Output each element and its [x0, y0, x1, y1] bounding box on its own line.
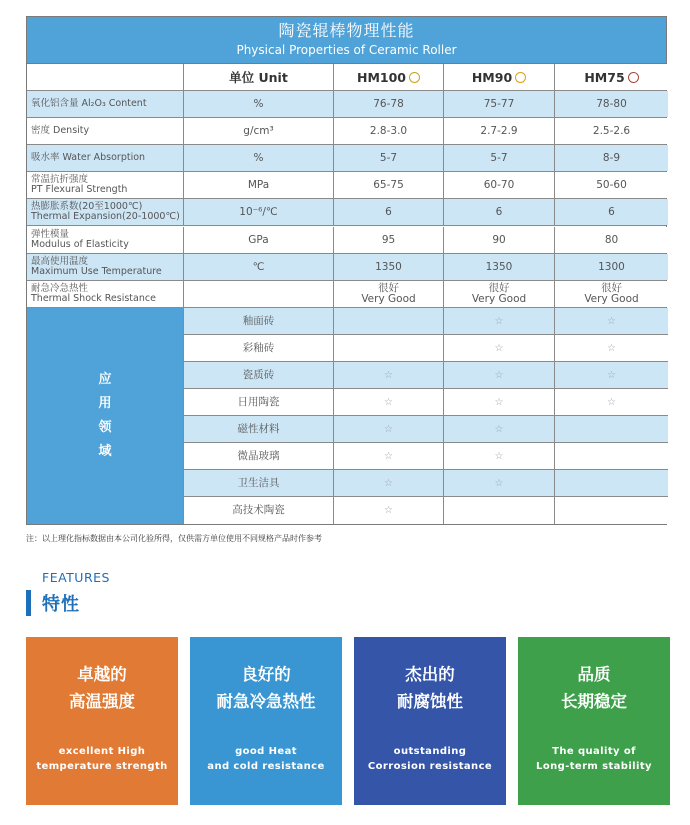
- feature-subtitle-line: excellent High: [58, 746, 146, 757]
- header-hm75-label: HM75: [584, 69, 625, 85]
- feature-subtitle-line: The quality of: [552, 746, 636, 757]
- property-unit: %: [184, 145, 334, 171]
- property-name-en: Modulus of Elasticity: [31, 239, 129, 250]
- properties-table: [26, 16, 667, 525]
- star-icon: ☆: [607, 342, 616, 354]
- feature-card-subtitle: [354, 744, 506, 774]
- property-value: 6: [555, 199, 668, 225]
- application-row: [184, 308, 668, 335]
- application-row: [184, 362, 668, 389]
- feature-card: [354, 637, 506, 805]
- property-row: [27, 227, 666, 254]
- property-value: 很好 Very Good: [555, 281, 668, 307]
- property-value: 5-7: [334, 145, 444, 171]
- application-hm75-cell: [555, 443, 668, 469]
- application-hm75-cell: [555, 416, 668, 442]
- feature-subtitle-line: good Heat: [235, 746, 297, 757]
- feature-card-subtitle: [518, 744, 670, 774]
- star-icon: ☆: [384, 450, 393, 462]
- property-row: [27, 145, 666, 172]
- property-unit: g/cm³: [184, 118, 334, 144]
- feature-card-title: [354, 661, 506, 715]
- table-note: 注：以上理化指标数据由本公司化验所得，仅供需方单位使用不同规格产品时作参考: [26, 534, 322, 543]
- property-value: 很好 Very Good: [334, 281, 444, 307]
- table-title-en: Physical Properties of Ceramic Roller: [236, 43, 457, 57]
- table-title-zh: 陶瓷辊棒物理性能: [278, 21, 415, 40]
- header-hm100-label: HM100: [357, 69, 406, 85]
- application-hm100-cell: [334, 497, 444, 524]
- star-icon: ☆: [494, 423, 504, 435]
- property-value: 60-70: [444, 172, 555, 198]
- application-name: 卫生洁具: [184, 470, 334, 496]
- application-hm100-cell: [334, 416, 444, 442]
- property-value: 很好 Very Good: [444, 281, 555, 307]
- application-char: 用: [98, 396, 112, 411]
- application-hm75-cell: [555, 389, 668, 415]
- application-row: [184, 335, 668, 362]
- property-name: [27, 281, 184, 307]
- property-name-zh: 密度 Density: [31, 125, 90, 136]
- star-icon: ☆: [494, 450, 504, 462]
- property-value: 65-75: [334, 172, 444, 198]
- star-icon: ☆: [494, 315, 504, 327]
- application-name: 磁性材料: [184, 416, 334, 442]
- property-value: 90: [444, 227, 555, 253]
- application-char: 领: [98, 420, 112, 435]
- feature-card-subtitle: [190, 744, 342, 774]
- property-unit: 10⁻⁶/℃: [184, 199, 334, 225]
- feature-subtitle-line: Long-term stability: [536, 761, 652, 772]
- features-accent-bar: [26, 590, 31, 616]
- application-label: [27, 308, 184, 524]
- star-icon: ☆: [384, 369, 393, 381]
- property-name: [27, 199, 184, 225]
- application-char: 应: [98, 372, 112, 387]
- property-value: 6: [444, 199, 555, 225]
- property-unit: GPa: [184, 227, 334, 253]
- application-name: 彩釉砖: [184, 335, 334, 361]
- application-row: [184, 497, 668, 524]
- property-name-zh: 常温抗折强度: [31, 174, 89, 185]
- property-value: 80: [555, 227, 668, 253]
- property-value: 2.7-2.9: [444, 118, 555, 144]
- property-unit: [184, 281, 334, 307]
- property-value: 5-7: [444, 145, 555, 171]
- application-hm100-cell: [334, 308, 444, 334]
- application-hm90-cell: [444, 389, 555, 415]
- property-unit: ℃: [184, 254, 334, 280]
- header-blank: [27, 64, 184, 90]
- feature-card-title: [518, 661, 670, 715]
- property-value: 78-80: [555, 91, 668, 117]
- star-icon: ☆: [607, 315, 616, 327]
- application-hm75-cell: [555, 308, 668, 334]
- property-value: 8-9: [555, 145, 668, 171]
- application-hm90-cell: [444, 497, 555, 524]
- property-name-zh: 氧化铝含量 Al₂O₃ Content: [31, 98, 147, 109]
- application-row: [184, 389, 668, 416]
- star-icon: ☆: [607, 396, 616, 408]
- hm90-ring-icon: [515, 72, 526, 83]
- property-row: [27, 199, 666, 226]
- application-hm100-cell: [334, 443, 444, 469]
- star-icon: ☆: [384, 505, 393, 516]
- property-row: [27, 281, 666, 308]
- application-row: [184, 416, 668, 443]
- feature-card: [518, 637, 670, 805]
- property-value: 1350: [334, 254, 444, 280]
- property-name: [27, 118, 184, 144]
- feature-title-line: 长期稳定: [561, 692, 627, 711]
- application-name: 釉面砖: [184, 308, 334, 334]
- property-row: [27, 172, 666, 199]
- application-hm75-cell: [555, 362, 668, 388]
- property-row: [27, 118, 666, 145]
- property-name-zh: 热膨胀系数(20至1000℃): [31, 201, 143, 212]
- property-value: 76-78: [334, 91, 444, 117]
- feature-title-line: 高温强度: [69, 692, 135, 711]
- application-name: 日用陶瓷: [184, 389, 334, 415]
- header-hm75: [555, 64, 668, 90]
- application-hm100-cell: [334, 335, 444, 361]
- hm75-ring-icon: [628, 72, 639, 83]
- feature-card-subtitle: [26, 744, 178, 774]
- application-hm100-cell: [334, 389, 444, 415]
- application-hm90-cell: [444, 416, 555, 442]
- header-hm90-label: HM90: [471, 69, 513, 85]
- property-row: [27, 91, 666, 118]
- property-name-en: Maximum Use Temperature: [31, 266, 162, 277]
- header-unit: 单位 Unit: [184, 64, 334, 90]
- application-name: 微晶玻璃: [184, 443, 334, 469]
- application-row: [184, 443, 668, 470]
- property-name: [27, 254, 184, 280]
- hm100-ring-icon: [409, 72, 420, 83]
- star-icon: ☆: [384, 423, 393, 435]
- feature-subtitle-line: temperature strength: [36, 761, 168, 772]
- header-hm90: [444, 64, 555, 90]
- application-hm100-cell: [334, 470, 444, 496]
- table-title: [27, 17, 666, 64]
- star-icon: ☆: [607, 369, 616, 381]
- application-hm75-cell: [555, 497, 668, 524]
- property-row: [27, 254, 666, 281]
- property-value: 1350: [444, 254, 555, 280]
- star-icon: ☆: [494, 342, 504, 354]
- star-icon: ☆: [384, 477, 393, 489]
- feature-card-title: [26, 661, 178, 715]
- application-hm90-cell: [444, 443, 555, 469]
- application-hm75-cell: [555, 470, 668, 496]
- property-name-en: Thermal Shock Resistance: [31, 293, 156, 304]
- feature-title-line: 品质: [577, 665, 611, 684]
- table-header-row: [27, 64, 666, 91]
- property-name-zh: 弹性模量: [31, 229, 70, 240]
- application-hm90-cell: [444, 470, 555, 496]
- feature-subtitle-line: and cold resistance: [207, 761, 325, 772]
- property-name-en: Thermal Expansion(20-1000℃): [31, 211, 180, 222]
- feature-subtitle-line: outstanding: [393, 746, 467, 757]
- property-name: [27, 227, 184, 253]
- feature-title-line: 卓越的: [77, 665, 127, 684]
- application-hm75-cell: [555, 335, 668, 361]
- property-value: 1300: [555, 254, 668, 280]
- feature-card: [190, 637, 342, 805]
- property-unit: MPa: [184, 172, 334, 198]
- features-title-zh: 特性: [42, 594, 80, 615]
- star-icon: ☆: [494, 396, 504, 408]
- application-name: 高技术陶瓷: [184, 497, 334, 524]
- feature-subtitle-line: Corrosion resistance: [367, 761, 493, 772]
- feature-title-line: 耐急冷急热性: [216, 692, 316, 711]
- application-hm90-cell: [444, 308, 555, 334]
- property-name-zh: 耐急冷急热性: [31, 283, 89, 294]
- application-char: 域: [98, 444, 112, 459]
- property-value: 2.8-3.0: [334, 118, 444, 144]
- property-name-zh: 最高使用温度: [31, 256, 89, 267]
- property-name: [27, 91, 184, 117]
- property-name-en: PT Flexural Strength: [31, 184, 128, 195]
- property-name-zh: 吸水率 Water Absorption: [31, 152, 146, 163]
- property-value: 2.5-2.6: [555, 118, 668, 144]
- property-value: 75-77: [444, 91, 555, 117]
- property-name: [27, 145, 184, 171]
- property-name: [27, 172, 184, 198]
- star-icon: ☆: [494, 369, 504, 381]
- application-hm90-cell: [444, 362, 555, 388]
- star-icon: ☆: [384, 396, 393, 408]
- property-value: 6: [334, 199, 444, 225]
- header-hm100: [334, 64, 444, 90]
- star-icon: ☆: [494, 477, 504, 489]
- application-name: 瓷质砖: [184, 362, 334, 388]
- feature-card: [26, 637, 178, 805]
- property-unit: %: [184, 91, 334, 117]
- feature-title-line: 耐腐蚀性: [397, 692, 463, 711]
- application-hm90-cell: [444, 335, 555, 361]
- application-row: [184, 470, 668, 497]
- feature-card-title: [190, 661, 342, 715]
- feature-title-line: 良好的: [241, 665, 291, 684]
- feature-title-line: 杰出的: [405, 665, 455, 684]
- property-value: 50-60: [555, 172, 668, 198]
- property-value: 95: [334, 227, 444, 253]
- features-title-en: FEATURES: [42, 570, 110, 585]
- application-hm100-cell: [334, 362, 444, 388]
